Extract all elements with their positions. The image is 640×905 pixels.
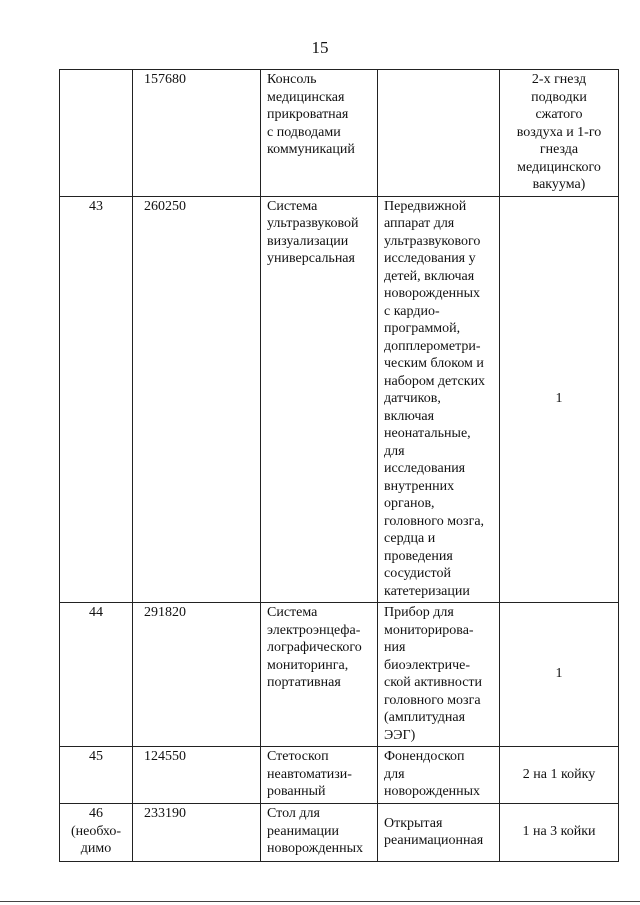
row-number-cell: 46 (необхо- димо xyxy=(60,804,133,862)
row-number-cell: 44 xyxy=(60,603,133,747)
table-row xyxy=(60,603,619,747)
table-row xyxy=(60,747,619,804)
code-cell: 291820 xyxy=(133,603,261,747)
code-cell: 157680 xyxy=(133,70,261,197)
row-number-cell xyxy=(60,70,133,197)
description-cell: Фонендоскоп для новорожденных xyxy=(378,747,500,804)
name-cell: Система электроэнцефа- лографического мониторинга, портативная xyxy=(261,603,378,747)
table-row xyxy=(60,804,619,862)
quantity-cell: 1 xyxy=(500,196,619,603)
quantity-cell: 1 xyxy=(500,603,619,747)
table-row xyxy=(60,70,619,197)
row-number-cell: 45 xyxy=(60,747,133,804)
description-cell xyxy=(378,70,500,197)
name-cell: Система ультразвуковой визуализации универсальная xyxy=(261,196,378,603)
description-cell: Прибор для мониторирова- ния биоэлектриче- ской активности головного мозга (амплитудная ЭЭГ) xyxy=(378,603,500,747)
quantity-cell: 2-х гнезд подводки сжатого воздуха и 1-го гнезда медицинского вакуума) xyxy=(500,70,619,197)
equipment-table xyxy=(59,69,619,862)
name-cell: Консоль медицинская прикроватная с подводами коммуникаций xyxy=(261,70,378,197)
name-cell: Стол для реанимации новорожденных xyxy=(261,804,378,862)
code-cell: 233190 xyxy=(133,804,261,862)
code-cell: 124550 xyxy=(133,747,261,804)
quantity-cell: 2 на 1 койку xyxy=(500,747,619,804)
page-number: 15 xyxy=(311,38,329,57)
page-bottom-rule xyxy=(0,901,640,902)
table-row xyxy=(60,196,619,603)
code-cell: 260250 xyxy=(133,196,261,603)
description-cell: Открытая реанимационная xyxy=(378,804,500,862)
quantity-cell: 1 на 3 койки xyxy=(500,804,619,862)
description-cell: Передвижной аппарат для ультразвукового исследования у детей, включая новорожденных с кардио- программой, допплерометри- ческим блоком и набором детских датчиков, включая неонатальные, для исследования внутренних органов, головного мозга, сердца и проведения сосудистой катетеризации xyxy=(378,196,500,603)
row-number-cell: 43 xyxy=(60,196,133,603)
name-cell: Стетоскоп неавтоматизи- рованный xyxy=(261,747,378,804)
